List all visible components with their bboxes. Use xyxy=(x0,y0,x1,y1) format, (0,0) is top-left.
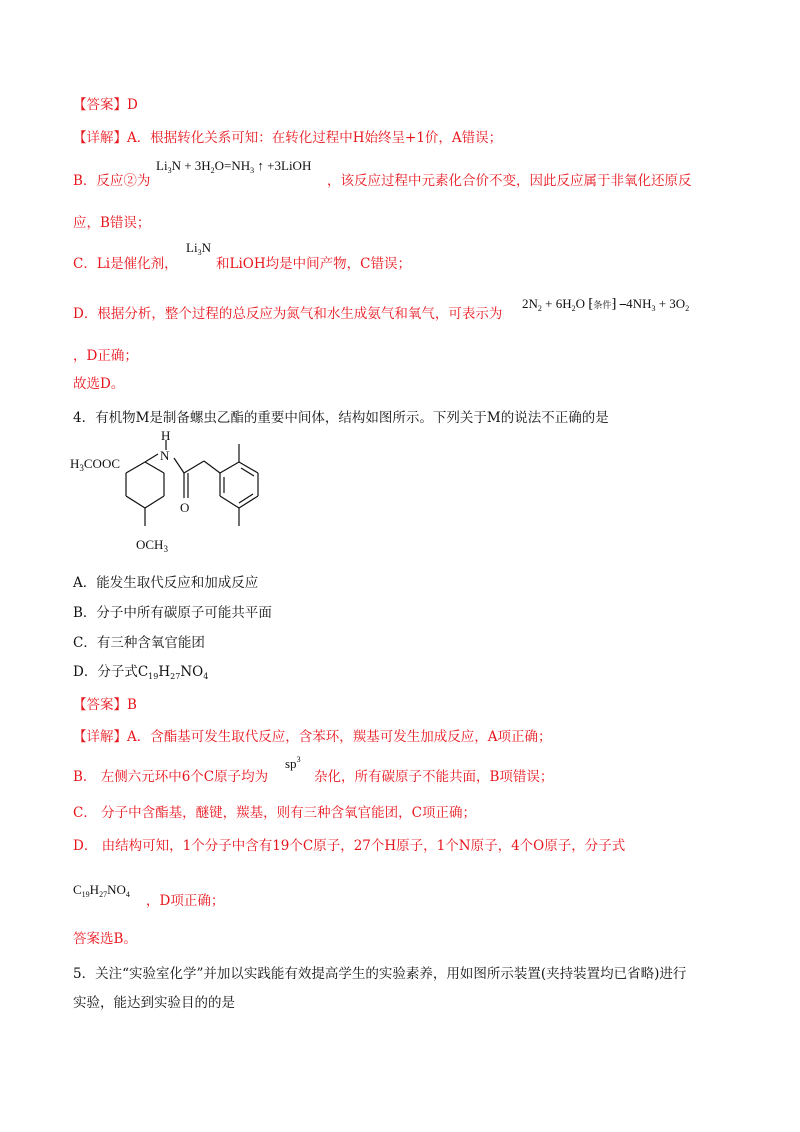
q4-och3-label: $OCH_3$ xyxy=(136,537,168,554)
q4-answer: 【答案】B xyxy=(73,697,137,713)
q3-conclusion: 故选D。 xyxy=(73,376,125,392)
q4-structure-diagram xyxy=(70,428,270,558)
q3-detail-d-cont: ，D正确； xyxy=(73,348,138,364)
q4-detail-d-suffix: ，D项正确； xyxy=(146,893,225,909)
q3-c-formula: $Li_3N$ xyxy=(186,240,211,257)
q4-detail-a: 【详解】A．含酯基可发生取代反应，含苯环，羰基可发生加成反应，A项正确； xyxy=(73,729,552,745)
q4-n-label: N xyxy=(160,448,170,463)
q4-option-d: D．分子式$C_{19}H_{27}NO_4$ xyxy=(73,664,209,681)
q3-answer: 【答案】D xyxy=(73,97,138,113)
q5-stem-line2: 实验，能达到实验目的的是 xyxy=(73,995,235,1011)
q4-o-label: O xyxy=(180,500,190,515)
q4-option-a: A．能发生取代反应和加成反应 xyxy=(73,575,259,591)
q4-sp3: $sp^3$ xyxy=(285,755,301,771)
q3-detail-b-cont: 应，B错误； xyxy=(73,215,151,231)
q4-option-c: C．有三种含氧官能团 xyxy=(73,635,205,651)
q3-d-equation: $2N_2 + 6H_2O$ ⁅条件⁆ $⎯4NH_3 + 3O_2$ xyxy=(522,296,690,313)
q5-stem-line1: 5．关注“实验室化学”并加以实践能有效提高学生的实验素养，用如图所示装置(夹持装置均已省略)进行 xyxy=(73,966,687,982)
q4-option-b: B．分子中所有碳原子可能共平面 xyxy=(73,605,272,621)
q4-conclusion: 答案选B。 xyxy=(73,931,137,947)
q4-detail-b-suffix: 杂化，所有碳原子不能共面，B项错误； xyxy=(314,769,554,785)
q4-detail-b-prefix: B． 左侧六元环中6个C原子均为 xyxy=(73,769,269,785)
q3-detail-d-prefix: D．根据分析，整个过程的总反应为氮气和水生成氨气和氧气，可表示为 xyxy=(73,306,503,322)
q3-detail-c-suffix: 和LiOH均是中间产物，C错误； xyxy=(216,256,411,272)
q3-b-equation: $Li_3N + 3H_2O=NH_3$ ↑ +3LiOH xyxy=(156,158,312,175)
q3-detail-a: 【详解】A．根据转化关系可知：在转化过程中H始终呈+1价，A错误； xyxy=(73,130,503,146)
q4-detail-d: D． 由结构可知，1个分子中含有19个C原子，27个H原子，1个N原子，4个O原子，分子式 xyxy=(73,838,626,854)
q4-d-formula: $C_{19}H_{27}NO_4$ xyxy=(73,882,130,899)
q4-detail-c: C． 分子中含酯基，醚键，羰基，则有三种含氧官能团，C项正确； xyxy=(73,805,476,821)
q4-h-label: H xyxy=(161,428,171,443)
q4-ester-label: $H_3COOC$ xyxy=(70,456,121,473)
q4-stem: 4．有机物M是制备螺虫乙酯的重要中间体，结构如图所示。下列关于M的说法不正确的是 xyxy=(73,410,609,426)
q3-detail-b-prefix: B．反应②为 xyxy=(73,173,151,189)
q3-detail-c-prefix: C．Li是催化剂， xyxy=(73,256,178,272)
q3-detail-b-suffix: ，该反应过程中元素化合价不变，因此反应属于非氧化还原反 xyxy=(327,173,692,189)
